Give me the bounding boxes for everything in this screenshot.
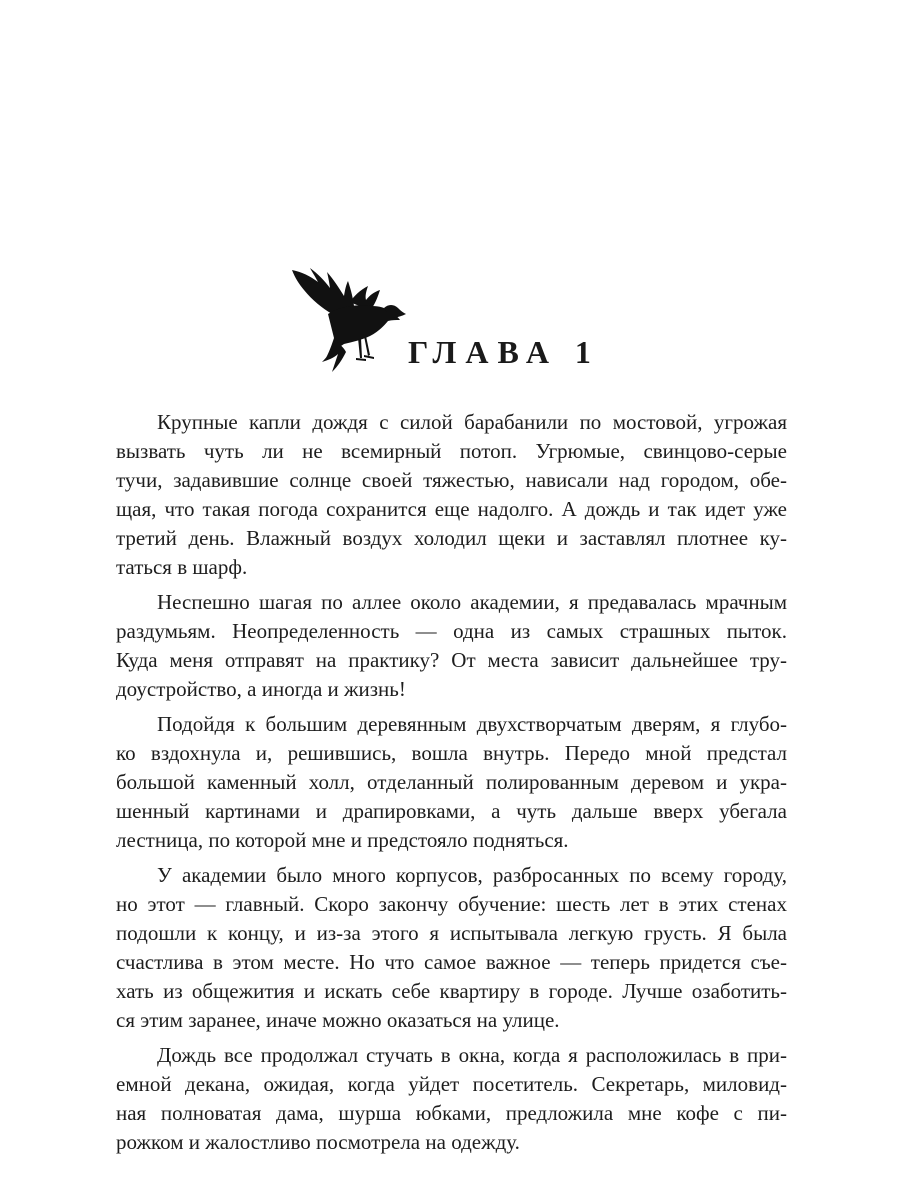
paragraph-5 [116, 1041, 787, 1157]
text-line: лестница, по которой мне и предстояло подняться. [116, 828, 569, 852]
text-line: У академии было много корпусов, разбросанных по всему городу, [157, 863, 787, 887]
raven-icon [288, 262, 406, 374]
text-line: ко вздохнула и, решившись, вошла внутрь. Передо мной предстал [116, 741, 787, 765]
text-line: подошли к концу, и из-за этого я испытывала легкую грусть. Я была [116, 921, 787, 945]
text-line: таться в шарф. [116, 555, 248, 579]
text-line: тучи, задавившие солнце своей тяжестью, нависали над городом, обе- [116, 468, 787, 492]
text-line: ся этим заранее, иначе можно оказаться на улице. [116, 1008, 560, 1032]
paragraph-3 [116, 710, 787, 855]
text-line: но этот — главный. Скоро закончу обучение: шесть лет в этих стенах [116, 892, 787, 916]
text-line: щая, что такая погода сохранится еще надолго. А дождь и так идет уже [116, 497, 787, 521]
text-line: Подойдя к большим деревянным двухстворчатым дверям, я глубо- [157, 712, 787, 736]
paragraph-1 [116, 408, 787, 582]
text-line: доустройство, а иногда и жизнь! [116, 677, 406, 701]
chapter-title: ГЛАВА 1 [408, 334, 600, 370]
text-line: раздумьям. Неопределенность — одна из самых страшных пыток. [116, 619, 787, 643]
text-line: Дождь все продолжал стучать в окна, когда я расположилась в при- [157, 1043, 787, 1067]
text-line: счастлива в этом месте. Но что самое важное — теперь придется съе- [116, 950, 787, 974]
text-line: третий день. Влажный воздух холодил щеки и заставлял плотнее ку- [116, 526, 787, 550]
text-line: Куда меня отправят на практику? От места зависит дальнейшее тру- [116, 648, 787, 672]
text-line: емной декана, ожидая, когда уйдет посетитель. Секретарь, миловид- [116, 1072, 787, 1096]
text-line: большой каменный холл, отделанный полированным деревом и укра- [116, 770, 787, 794]
text-line: хать из общежития и искать себе квартиру в городе. Лучше озаботить- [116, 979, 787, 1003]
text-line: ная полноватая дама, шурша юбками, предложила мне кофе с пи- [116, 1101, 787, 1125]
paragraph-4 [116, 861, 787, 1035]
text-line: Крупные капли дождя с силой барабанили по мостовой, угрожая [157, 410, 787, 434]
paragraph-2 [116, 588, 787, 704]
text-line: Неспешно шагая по аллее около академии, я предавалась мрачным [157, 590, 787, 614]
chapter-body [116, 408, 787, 1163]
text-line: шенный картинами и драпировками, а чуть дальше вверх убегала [116, 799, 787, 823]
text-line: вызвать чуть ли не всемирный потоп. Угрюмые, свинцово-серые [116, 439, 787, 463]
text-line: рожком и жалостливо посмотрела на одежду. [116, 1130, 520, 1154]
